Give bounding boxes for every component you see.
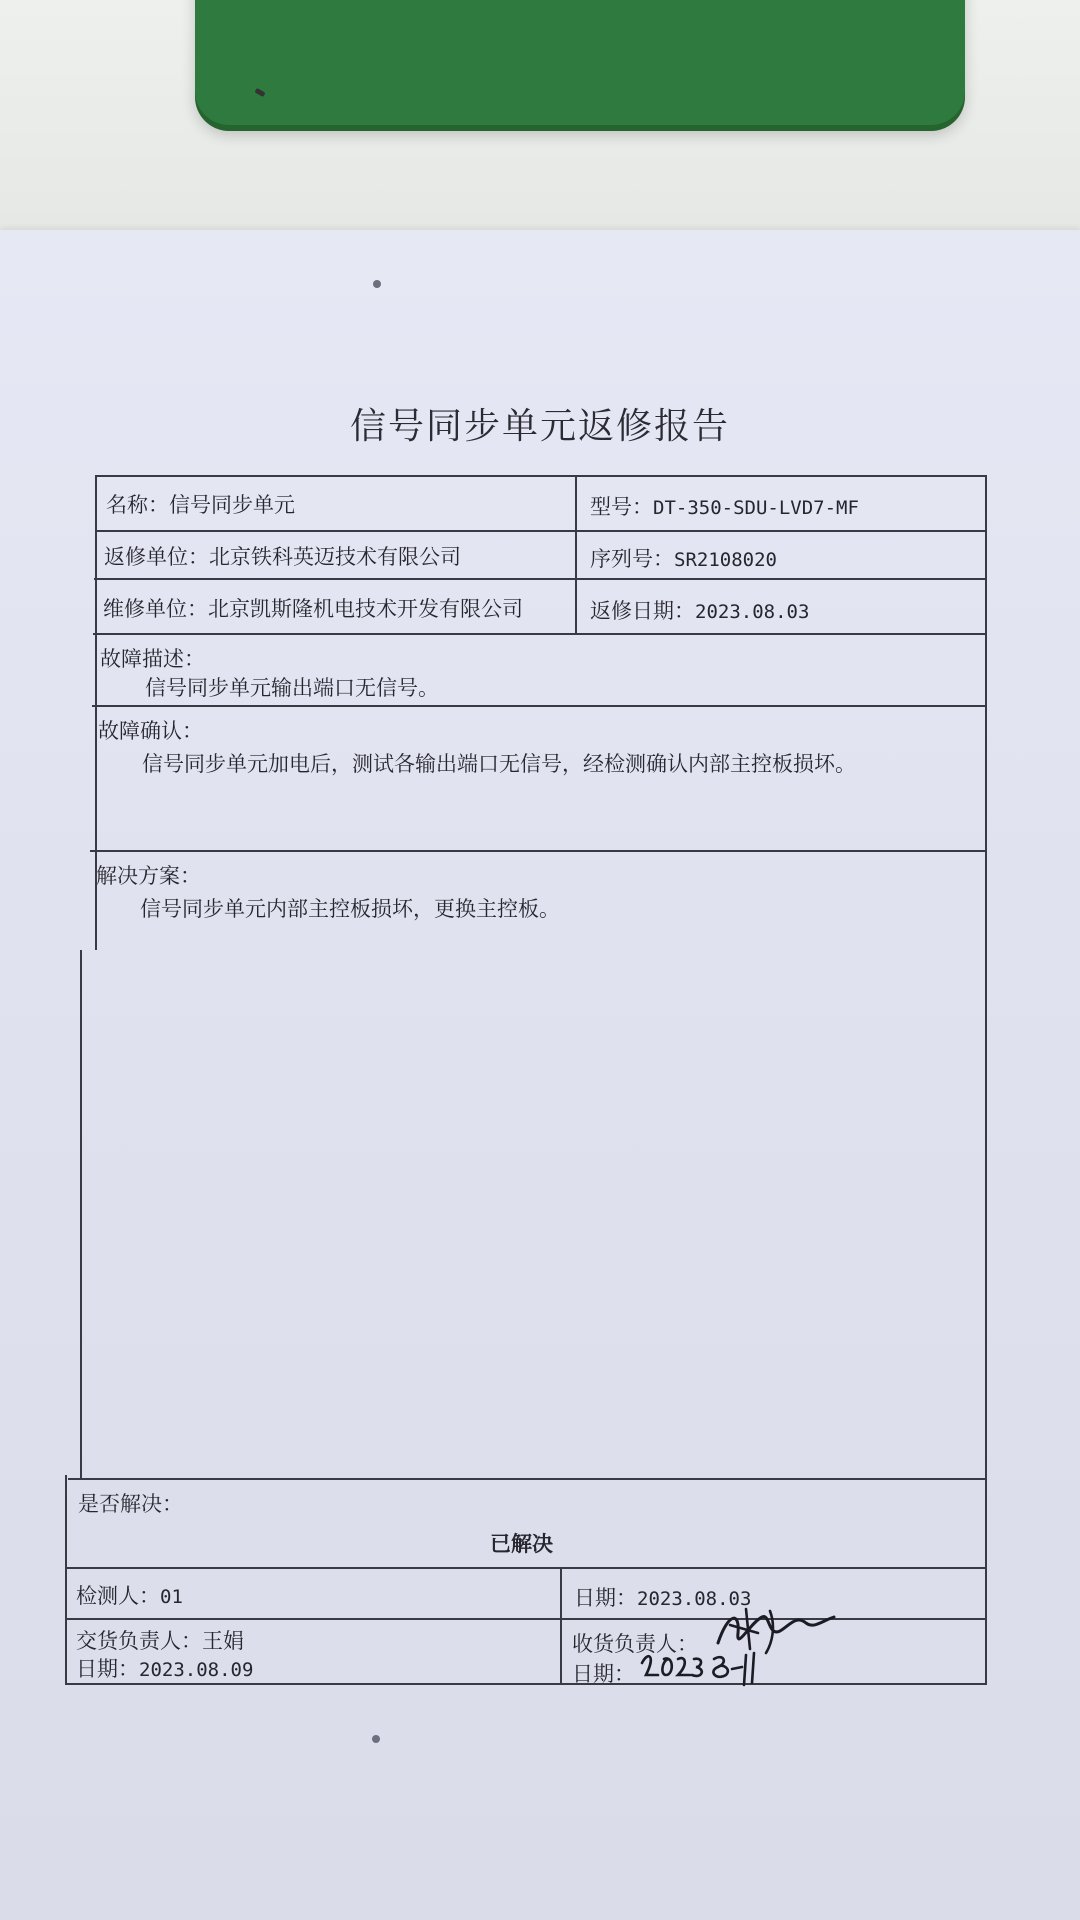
serial-value: SR2108020	[674, 549, 777, 571]
repair-unit-value: 北京凯斯隆机电技术开发有限公司	[208, 597, 523, 621]
fault-desc-label: 故障描述：	[100, 647, 205, 671]
receiver-date-handwriting	[638, 1645, 768, 1689]
name-label: 名称：	[106, 493, 169, 517]
fault-desc-text: 信号同步单元输出端口无信号。	[145, 676, 439, 700]
return-unit-value: 北京铁科英迈技术有限公司	[209, 545, 461, 569]
model-field	[590, 491, 859, 521]
rule-row8	[66, 1618, 987, 1620]
deliver-date-label: 日期：	[76, 1657, 139, 1681]
deliver-date-field	[76, 1653, 253, 1683]
table-border-left-mid	[80, 950, 82, 1480]
return-date-label: 返修日期：	[590, 599, 695, 623]
resolved-value: 已解决	[490, 1531, 553, 1556]
report-table	[60, 475, 980, 1725]
green-folder	[195, 0, 965, 125]
repair-unit-field	[103, 593, 523, 623]
fault-confirm-label: 故障确认：	[98, 719, 203, 743]
paper-dot	[372, 1735, 380, 1743]
fault-confirm-text: 信号同步单元加电后，测试各输出端口无信号，经检测确认内部主控板损坏。	[142, 752, 856, 776]
deliver-label: 交货负责人：	[76, 1629, 202, 1653]
rule-row6	[68, 1478, 987, 1480]
deliver-value: 王娟	[202, 1629, 244, 1653]
rule-top	[95, 475, 987, 477]
report-title: 信号同步单元返修报告	[349, 406, 730, 447]
inspector-label: 检测人：	[76, 1584, 160, 1608]
serial-field	[590, 543, 777, 573]
solution-label: 解决方案：	[96, 864, 201, 888]
inspector-value: 01	[160, 1586, 183, 1608]
rule-row5	[90, 850, 987, 852]
receiver-date-label: 日期：	[572, 1662, 635, 1686]
return-unit-field	[104, 541, 461, 571]
repair-unit-label: 维修单位：	[103, 597, 208, 621]
table-border-left-bottom	[65, 1475, 67, 1685]
divider-top-rows	[575, 475, 577, 635]
serial-label: 序列号：	[590, 547, 674, 571]
solution-text: 信号同步单元内部主控板损坏，更换主控板。	[140, 897, 560, 921]
rule-row2	[94, 578, 987, 580]
rule-row3	[93, 633, 987, 635]
inspect-date-value: 2023.08.03	[637, 1588, 752, 1610]
rule-row4	[92, 705, 987, 707]
deliver-date-value: 2023.08.09	[139, 1659, 254, 1681]
deliver-field	[76, 1625, 244, 1655]
receiver-label: 收货负责人：	[572, 1632, 698, 1656]
return-date-value: 2023.08.03	[695, 601, 810, 623]
name-value: 信号同步单元	[169, 493, 295, 517]
divider-bottom-rows	[560, 1567, 562, 1685]
model-value: DT-350-SDU-LVD7-MF	[653, 497, 859, 519]
rule-row7	[66, 1567, 987, 1569]
resolved-label: 是否解决：	[78, 1492, 183, 1516]
return-date-field	[590, 595, 809, 625]
rule-bottom	[65, 1683, 987, 1685]
report-paper	[0, 230, 1080, 1920]
rule-row1	[95, 530, 987, 532]
inspector-field	[76, 1580, 183, 1610]
paper-dot	[373, 280, 381, 288]
model-label: 型号：	[590, 495, 653, 519]
name-field	[106, 489, 295, 519]
inspect-date-label: 日期：	[574, 1586, 637, 1610]
table-border-right	[985, 475, 987, 1685]
return-unit-label: 返修单位：	[104, 545, 209, 569]
